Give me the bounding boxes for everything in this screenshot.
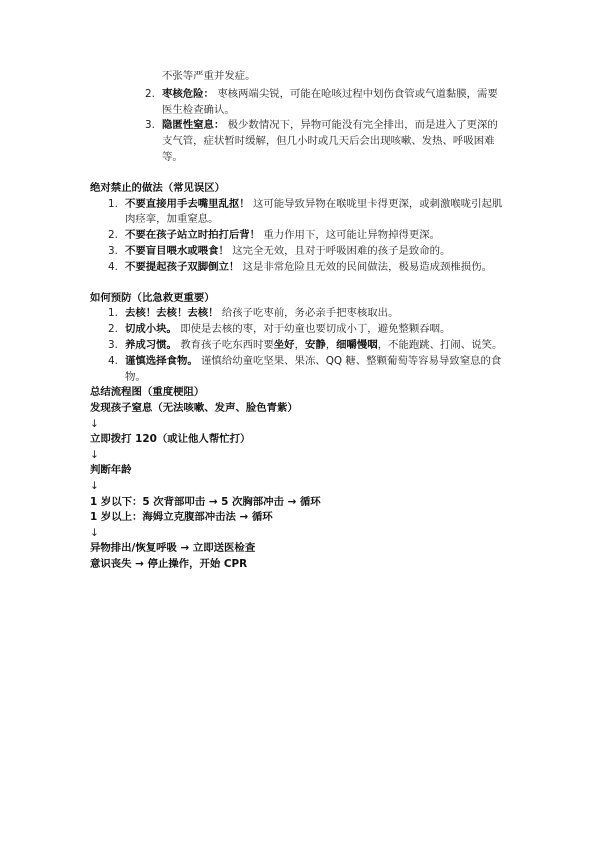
forbidden-practices-section bbox=[90, 181, 508, 276]
list-item bbox=[90, 260, 508, 276]
flow-down-arrow: ↓ bbox=[90, 417, 99, 430]
item-description: 这是非常危险且无效的民间做法，极易造成颈椎损伤。 bbox=[242, 260, 492, 273]
item-label: 去核！去核！去核！ bbox=[125, 307, 219, 320]
item-description: 这可能导致异物在喉咙里卡得更深，或刺激喉咙引起肌肉痉挛，加重窒息。 bbox=[125, 197, 503, 226]
complications-list bbox=[90, 69, 508, 166]
description-text: 教育孩子吃东西时要 bbox=[180, 338, 274, 351]
list-number: 3. bbox=[108, 338, 118, 351]
list-item-text bbox=[125, 355, 501, 383]
flow-down-arrow: ↓ bbox=[90, 526, 99, 539]
list-item-text bbox=[125, 307, 398, 319]
flow-down-arrow: ↓ bbox=[90, 479, 99, 492]
list-item-text bbox=[125, 261, 492, 273]
item-description: 即使是去核的枣，对于幼童也要切成小丁，避免整颗吞咽。 bbox=[180, 323, 451, 336]
flow-branch-under-1: 1 岁以下：5 次背部叩击 → 5 次胸部冲击 → 循环 bbox=[90, 495, 321, 508]
flow-step: 立即拨打 120（或让他人帮忙打） bbox=[90, 433, 251, 446]
flowchart-summary bbox=[90, 385, 508, 572]
item-label: 谨慎选择食物。 bbox=[125, 354, 198, 367]
list-number: 3. bbox=[108, 244, 118, 257]
list-number: 2. bbox=[108, 323, 118, 336]
flow-outcome-unconscious: 意识丧失 → 停止操作，开始 CPR bbox=[90, 557, 248, 570]
item-label: 隐匿性窒息： bbox=[162, 119, 225, 132]
separator: ， bbox=[294, 338, 305, 351]
document-body bbox=[90, 69, 508, 572]
list-item bbox=[90, 244, 508, 260]
item-label: 养成习惯。 bbox=[125, 338, 177, 351]
list-item-text bbox=[125, 339, 502, 351]
list-item bbox=[90, 322, 508, 338]
item-label: 枣核危险： bbox=[162, 87, 214, 100]
list-item-text bbox=[125, 229, 440, 241]
list-number: 2. bbox=[145, 87, 155, 100]
list-item bbox=[90, 354, 508, 386]
emphasis-text: 坐好 bbox=[273, 338, 295, 351]
description-text: ，不能跑跳、打闹、说笑。 bbox=[377, 338, 503, 351]
flow-step: 判断年龄 bbox=[90, 464, 132, 477]
emphasis-text: 细嚼慢咽 bbox=[336, 338, 378, 351]
prevention-section bbox=[90, 291, 508, 386]
section-heading: 绝对禁止的做法（常见误区） bbox=[90, 181, 226, 194]
list-item-text bbox=[162, 119, 498, 163]
list-continuation-text: 不张等严重并发症。 bbox=[162, 70, 256, 82]
item-description: 枣核两端尖锐，可能在呛咳过程中划伤食管或气道黏膜，需要医生检查确认。 bbox=[162, 87, 498, 116]
list-item-text bbox=[125, 245, 450, 257]
flowchart-title: 总结流程图（重度梗阻） bbox=[90, 386, 205, 399]
item-label: 不要盲目喂水或喂食！ bbox=[125, 244, 229, 257]
list-item bbox=[90, 118, 508, 165]
separator: ， bbox=[325, 338, 337, 351]
item-label: 不要提起孩子双脚倒立！ bbox=[125, 260, 240, 273]
list-item bbox=[90, 306, 508, 322]
list-number: 3. bbox=[145, 119, 155, 132]
list-number: 2. bbox=[108, 229, 118, 242]
list-number: 4. bbox=[108, 354, 118, 367]
emphasis-text: 安静 bbox=[304, 338, 326, 351]
list-item-text bbox=[125, 198, 502, 226]
item-description: 谨慎给幼童吃坚果、果冻、QQ 糖、整颗葡萄等容易导致窒息的食物。 bbox=[125, 354, 502, 383]
item-description: 重力作用下，这可能让异物掉得更深。 bbox=[263, 229, 441, 242]
item-label: 不要在孩子站立时拍打后背！ bbox=[125, 229, 261, 242]
list-item bbox=[90, 338, 508, 354]
item-label: 切成小块。 bbox=[125, 323, 177, 336]
list-item bbox=[90, 197, 508, 229]
item-description: 极少数情况下，异物可能没有完全排出，而是进入了更深的支气管，症状暂时缓解，但几小时或几天后会出现咳嗽、发热、呼吸困难等。 bbox=[162, 119, 498, 163]
item-description: 这完全无效，且对于呼吸困难的孩子是致命的。 bbox=[232, 244, 451, 257]
item-description: 给孩子吃枣前，务必亲手把枣核取出。 bbox=[221, 307, 399, 320]
list-number: 1. bbox=[108, 197, 118, 210]
section-heading: 如何预防（比急救更重要） bbox=[90, 291, 215, 304]
list-item-text bbox=[162, 88, 498, 116]
list-item-text bbox=[125, 323, 450, 335]
list-number: 1. bbox=[108, 307, 118, 320]
list-number: 4. bbox=[108, 260, 118, 273]
item-description bbox=[180, 339, 502, 351]
list-item bbox=[90, 228, 508, 244]
flow-branch-over-1: 1 岁以上：海姆立克腹部冲击法 → 循环 bbox=[90, 511, 273, 524]
list-item bbox=[90, 87, 508, 119]
flow-down-arrow: ↓ bbox=[90, 448, 99, 461]
flow-step: 发现孩子窒息（无法咳嗽、发声、脸色青紫） bbox=[90, 401, 298, 414]
flow-outcome-recovered: 异物排出/恢复呼吸 → 立即送医检查 bbox=[90, 542, 256, 555]
item-label: 不要直接用手去嘴里乱抠！ bbox=[125, 197, 250, 210]
